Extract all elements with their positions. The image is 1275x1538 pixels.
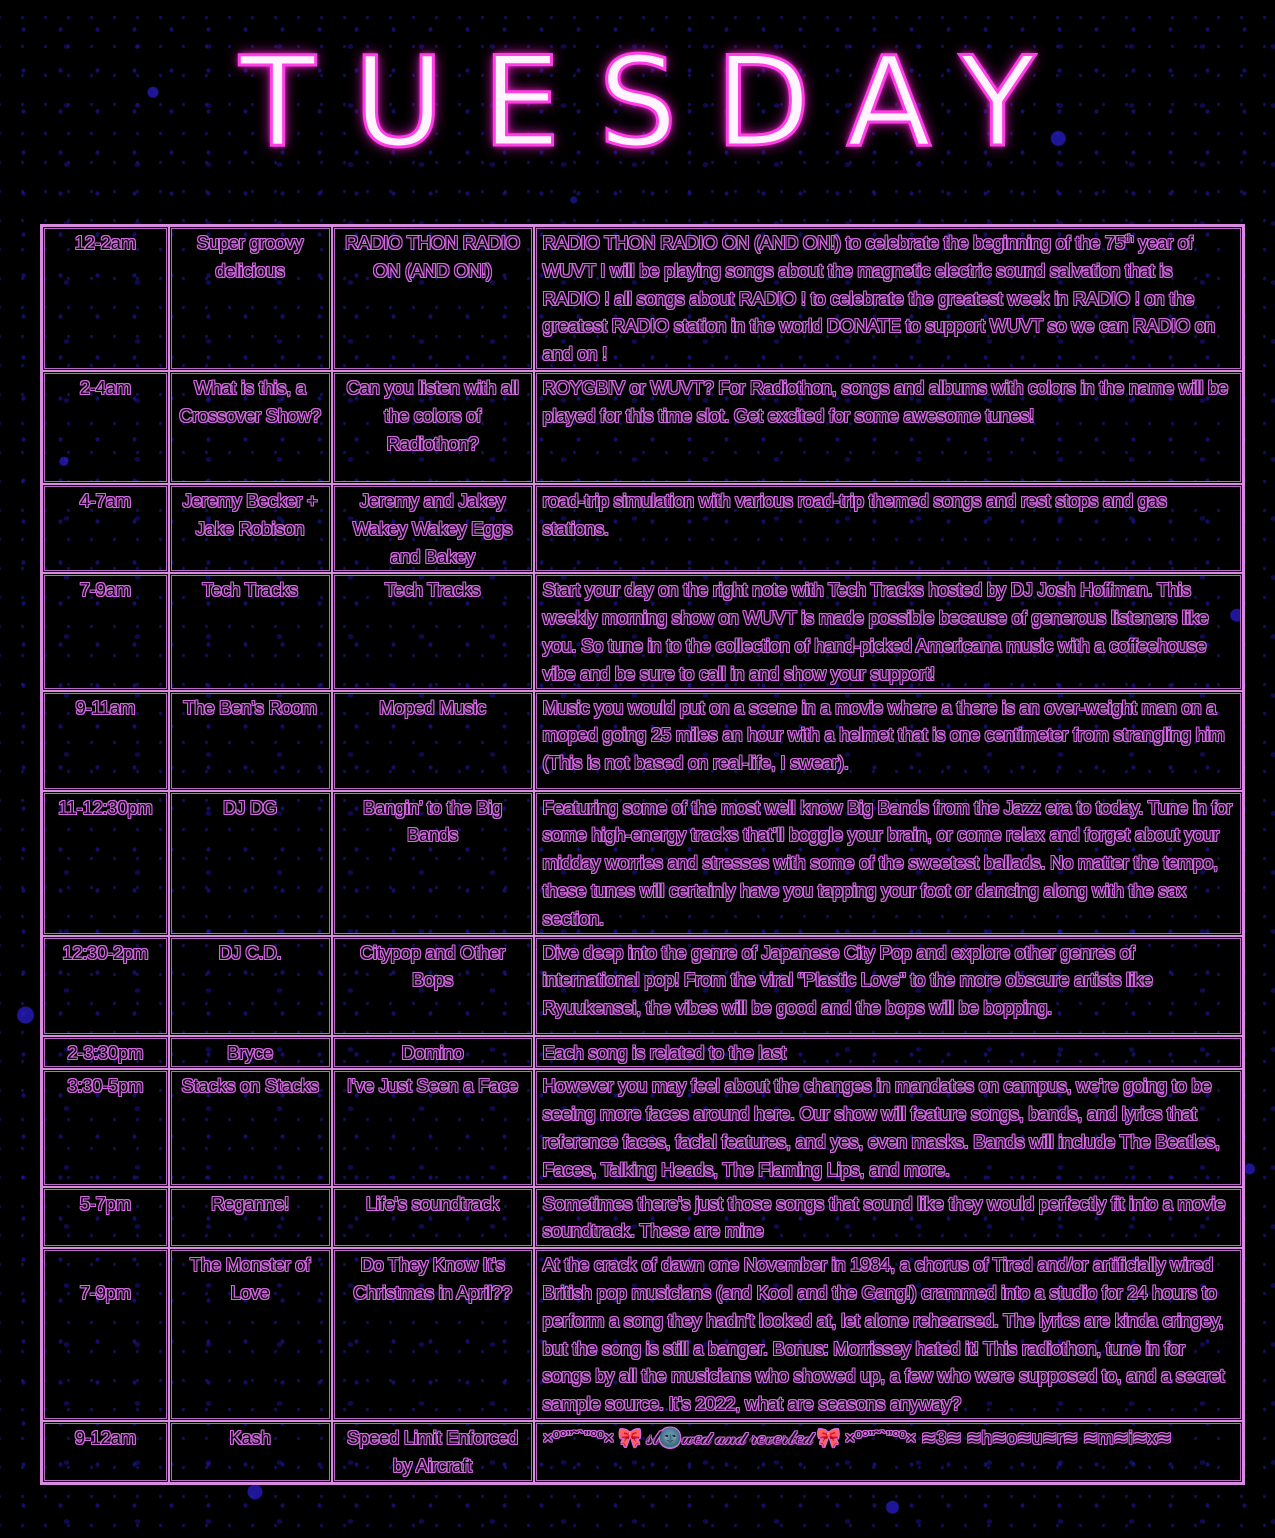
show-cell: RADIO THON RADIO ON (AND ON!)	[332, 226, 534, 371]
table-row	[42, 1036, 1244, 1070]
description-cell: ×º°”˜`”°º× 🎀 𝓈𝓁🌚𝓌𝑒𝒹 𝒶𝓃𝒹 𝓇𝑒𝓋𝑒𝓇𝒷𝑒𝒹 🎀 ×º°”˜`”°º× ≋3≋ ≋h≋o≋u≋r≋ ≋m≋i≋x≋	[534, 1421, 1244, 1483]
time-cell: 12-2am	[42, 226, 169, 371]
show-cell: Speed Limit Enforced by Aircraft	[332, 1421, 534, 1483]
description-cell: ROYGBIV or WUVT? For Radiothon, songs and albums with colors in the name will be played for this time slot. Get excited for some awesome tunes!	[534, 371, 1244, 484]
table-row	[42, 1248, 1244, 1421]
table-row	[42, 371, 1244, 484]
host-cell: What is this, a Crossover Show?	[169, 371, 332, 484]
host-cell: The Ben’s Room	[169, 691, 332, 791]
description-cell: At the crack of dawn one November in 1984, a chorus of Tired and/or artificially wired British pop musicians (and Kool and the Gang!) crammed into a studio for 24 hours to perform a song they hadn't looked at, let alone rehearsed. The lyrics are kinda cringey, but the song is still a banger. Bonus: Morrissey hated it! This radiothon, tune in for songs by all the musicians who showed up, a few who were supposed to, and a secret sample source. It's 2022, what are seasons anyway?	[534, 1248, 1244, 1421]
table-row	[42, 1421, 1244, 1483]
time-cell: 3:30-5pm	[42, 1069, 169, 1186]
table-row	[42, 936, 1244, 1036]
description-cell: However you may feel about the changes in mandates on campus, we're going to be seeing more faces around here. Our show will feature songs, bands, and lyrics that reference faces, facial features, and yes, even masks. Bands will include The Beatles, Faces, Talking Heads, The Flaming Lips, and more.	[534, 1069, 1244, 1186]
page-title: TUESDAY	[239, 31, 1074, 175]
description-text: year of WUVT I will be playing songs about the magnetic electric sound salvation that is RADIO ! all songs about RADIO ! to celebrate the greatest week in RADIO ! on the greatest RADIO station in the world DONATE to support WUVT so we can RADIO on and on !	[542, 232, 1215, 365]
host-cell: Stacks on Stacks	[169, 1069, 332, 1186]
superscript: th	[1124, 232, 1134, 245]
show-cell: I've Just Seen a Face	[332, 1069, 534, 1186]
host-cell: Kash	[169, 1421, 332, 1483]
time-cell: 9-12am	[42, 1421, 169, 1483]
table-row	[42, 1187, 1244, 1249]
description-cell: Featuring some of the most well know Big Bands from the Jazz era to today. Tune in for some high-energy tracks that’ll boggle your brain, or come relax and forget about your midday worries and stresses with some of the sweetest ballads. No matter the tempo, these tunes will certainly have you tapping your foot or dancing along with the sax section.	[534, 791, 1244, 936]
description-cell: road-trip simulation with various road-trip themed songs and rest stops and gas stations.	[534, 484, 1244, 573]
time-cell: 2-4am	[42, 371, 169, 484]
host-cell: Bryce	[169, 1036, 332, 1070]
show-cell: Life's soundtrack	[332, 1187, 534, 1249]
show-cell: Jeremy and Jakey Wakey Wakey Eggs and Bakey	[332, 484, 534, 573]
time-cell: 7-9am	[42, 573, 169, 690]
description-cell: Sometimes there’s just those songs that sound like they would perfectly fit into a movie soundtrack. These are mine	[534, 1187, 1244, 1249]
schedule-table	[40, 224, 1245, 1485]
host-cell: The Monster of Love	[169, 1248, 332, 1421]
host-cell: Reganne!	[169, 1187, 332, 1249]
description-cell: Dive deep into the genre of Japanese City Pop and explore other genres of international pop! From the viral “Plastic Love” to the more obscure artists like Ryuukensei, the vibes will be good and the bops will be bopping.	[534, 936, 1244, 1036]
show-cell: Can you listen with all the colors of Radiothon?	[332, 371, 534, 484]
show-cell: Tech Tracks	[332, 573, 534, 690]
time-cell: 5-7pm	[42, 1187, 169, 1249]
time-cell: 11-12:30pm	[42, 791, 169, 936]
description-cell: Start your day on the right note with Tech Tracks hosted by DJ Josh Hoffman. This weekly morning show on WUVT is made possible because of generous listeners like you. So tune in to the collection of hand-picked Americana music with a coffeehouse vibe and be sure to call in and show your support!	[534, 573, 1244, 690]
host-cell: Jeremy Becker + Jake Robison	[169, 484, 332, 573]
show-cell: Moped Music	[332, 691, 534, 791]
description-cell: Music you would put on a scene in a movie where a there is an over-weight man on a moped going 25 miles an hour with a helmet that is one centimeter from strangling him (This is not based on real-life, I swear).	[534, 691, 1244, 791]
description-cell: Each song is related to the last	[534, 1036, 1244, 1070]
table-row	[42, 691, 1244, 791]
description-text: RADIO THON RADIO ON (AND ON!) to celebrate the beginning of the 75	[542, 232, 1125, 253]
table-row	[42, 1069, 1244, 1186]
time-cell: 4-7am	[42, 484, 169, 573]
show-cell: Domino	[332, 1036, 534, 1070]
time-cell: 9-11am	[42, 691, 169, 791]
time-cell	[42, 1248, 169, 1421]
show-cell: Citypop and Other Bops	[332, 936, 534, 1036]
table-row	[42, 484, 1244, 573]
table-row	[42, 573, 1244, 690]
description-cell	[534, 226, 1244, 371]
host-cell: Tech Tracks	[169, 573, 332, 690]
show-cell: Do They Know It's Christmas in April??	[332, 1248, 534, 1421]
table-row	[42, 791, 1244, 936]
time-cell: 2-3:30pm	[42, 1036, 169, 1070]
host-cell: DJ DG	[169, 791, 332, 936]
show-cell: Bangin’ to the Big Bands	[332, 791, 534, 936]
time-text: 7-9pm	[79, 1282, 131, 1304]
table-row	[42, 226, 1244, 371]
host-cell: Super groovy delicious	[169, 226, 332, 371]
time-cell: 12:30-2pm	[42, 936, 169, 1036]
host-cell: DJ C.D.	[169, 936, 332, 1036]
